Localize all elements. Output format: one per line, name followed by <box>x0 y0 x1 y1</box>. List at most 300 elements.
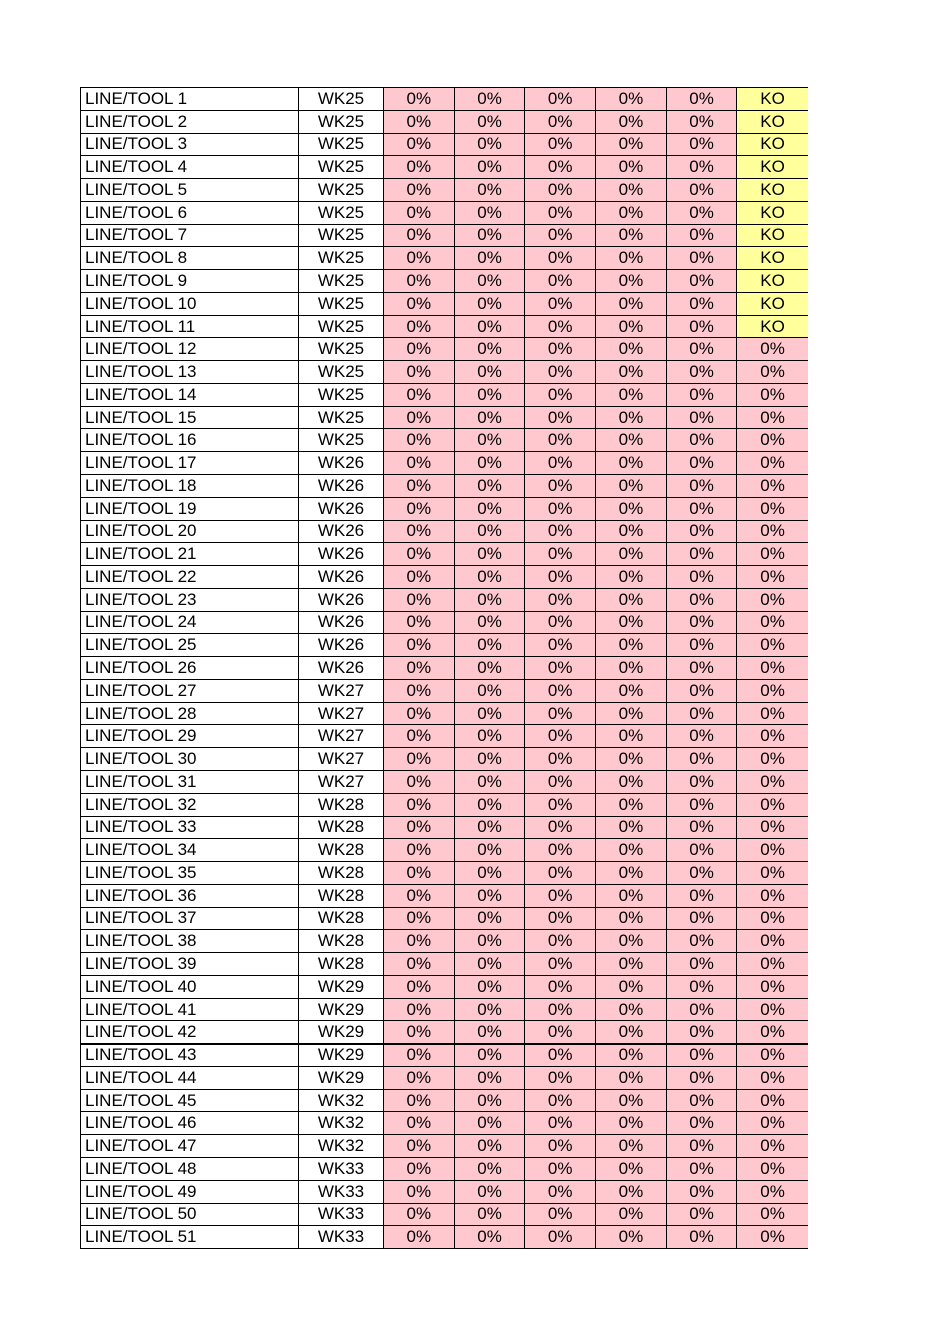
value-cell: 0% <box>525 270 596 293</box>
table-row <box>81 88 808 111</box>
value-cell: 0% <box>737 497 808 520</box>
value-cell: 0% <box>454 1180 525 1203</box>
value-cell: 0% <box>666 315 737 338</box>
value-cell: 0% <box>596 520 667 543</box>
value-cell: 0% <box>454 588 525 611</box>
value-cell: KO <box>737 201 808 224</box>
value-cell: 0% <box>596 1157 667 1180</box>
value-cell: 0% <box>596 907 667 930</box>
table-row <box>81 953 808 976</box>
table-row <box>81 475 808 498</box>
line-tool-cell: LINE/TOOL 34 <box>81 839 299 862</box>
line-tool-cell: LINE/TOOL 11 <box>81 315 299 338</box>
value-cell: 0% <box>454 1226 525 1249</box>
value-cell: 0% <box>596 429 667 452</box>
value-cell: 0% <box>666 1021 737 1044</box>
week-cell: WK25 <box>299 383 384 406</box>
value-cell: 0% <box>454 475 525 498</box>
table-row <box>81 907 808 930</box>
week-cell: WK28 <box>299 816 384 839</box>
value-cell: 0% <box>454 634 525 657</box>
week-cell: WK27 <box>299 725 384 748</box>
line-tool-cell: LINE/TOOL 48 <box>81 1157 299 1180</box>
week-cell: WK26 <box>299 475 384 498</box>
value-cell: 0% <box>737 1112 808 1135</box>
week-cell: WK25 <box>299 110 384 133</box>
line-tool-cell: LINE/TOOL 36 <box>81 884 299 907</box>
value-cell: 0% <box>666 110 737 133</box>
value-cell: 0% <box>525 839 596 862</box>
line-tool-cell: LINE/TOOL 4 <box>81 156 299 179</box>
line-tool-cell: LINE/TOOL 1 <box>81 88 299 111</box>
value-cell: KO <box>737 224 808 247</box>
table-row <box>81 315 808 338</box>
line-tool-cell: LINE/TOOL 37 <box>81 907 299 930</box>
value-cell: 0% <box>666 907 737 930</box>
table-row <box>81 998 808 1021</box>
week-cell: WK25 <box>299 133 384 156</box>
line-tool-cell: LINE/TOOL 45 <box>81 1089 299 1112</box>
value-cell: 0% <box>525 452 596 475</box>
table-row <box>81 862 808 885</box>
value-cell: 0% <box>525 1135 596 1158</box>
value-cell: 0% <box>525 884 596 907</box>
value-cell: 0% <box>596 110 667 133</box>
value-cell: 0% <box>384 1157 455 1180</box>
value-cell: 0% <box>525 361 596 384</box>
week-cell: WK26 <box>299 520 384 543</box>
value-cell: 0% <box>525 1157 596 1180</box>
value-cell: 0% <box>384 588 455 611</box>
value-cell: 0% <box>384 725 455 748</box>
value-cell: 0% <box>737 793 808 816</box>
value-cell: 0% <box>384 1066 455 1089</box>
value-cell: 0% <box>596 247 667 270</box>
value-cell: 0% <box>596 657 667 680</box>
value-cell: 0% <box>737 520 808 543</box>
value-cell: 0% <box>596 634 667 657</box>
table-row <box>81 634 808 657</box>
week-cell: WK26 <box>299 497 384 520</box>
value-cell: 0% <box>666 1180 737 1203</box>
week-cell: WK26 <box>299 543 384 566</box>
value-cell: 0% <box>596 452 667 475</box>
line-tool-cell: LINE/TOOL 30 <box>81 748 299 771</box>
table-row <box>81 156 808 179</box>
value-cell: 0% <box>525 497 596 520</box>
value-cell: 0% <box>525 634 596 657</box>
value-cell: 0% <box>525 816 596 839</box>
value-cell: 0% <box>384 1180 455 1203</box>
week-cell: WK27 <box>299 748 384 771</box>
week-cell: WK26 <box>299 611 384 634</box>
value-cell: 0% <box>596 1044 667 1067</box>
value-cell: 0% <box>666 1044 737 1067</box>
line-tool-cell: LINE/TOOL 31 <box>81 770 299 793</box>
value-cell: 0% <box>596 611 667 634</box>
value-cell: 0% <box>384 907 455 930</box>
value-cell: 0% <box>454 839 525 862</box>
value-cell: 0% <box>737 657 808 680</box>
value-cell: 0% <box>384 930 455 953</box>
value-cell: 0% <box>596 361 667 384</box>
value-cell: 0% <box>596 1203 667 1226</box>
value-cell: 0% <box>384 338 455 361</box>
line-tool-cell: LINE/TOOL 12 <box>81 338 299 361</box>
table-row <box>81 725 808 748</box>
table-row <box>81 1157 808 1180</box>
value-cell: 0% <box>666 998 737 1021</box>
value-cell: 0% <box>454 679 525 702</box>
table-row <box>81 1021 808 1044</box>
week-cell: WK26 <box>299 634 384 657</box>
value-cell: 0% <box>666 406 737 429</box>
value-cell: 0% <box>666 1203 737 1226</box>
value-cell: 0% <box>525 247 596 270</box>
value-cell: 0% <box>525 702 596 725</box>
status-table-body <box>81 88 808 1249</box>
value-cell: 0% <box>384 816 455 839</box>
value-cell: 0% <box>596 315 667 338</box>
value-cell: 0% <box>737 1226 808 1249</box>
value-cell: 0% <box>596 998 667 1021</box>
value-cell: 0% <box>596 975 667 998</box>
value-cell: 0% <box>737 953 808 976</box>
value-cell: 0% <box>384 884 455 907</box>
value-cell: 0% <box>525 679 596 702</box>
value-cell: 0% <box>454 88 525 111</box>
value-cell: 0% <box>666 1066 737 1089</box>
value-cell: 0% <box>525 156 596 179</box>
value-cell: 0% <box>525 179 596 202</box>
value-cell: 0% <box>454 224 525 247</box>
value-cell: 0% <box>384 292 455 315</box>
week-cell: WK25 <box>299 156 384 179</box>
value-cell: 0% <box>454 1044 525 1067</box>
value-cell: 0% <box>454 907 525 930</box>
value-cell: 0% <box>737 611 808 634</box>
week-cell: WK26 <box>299 452 384 475</box>
value-cell: 0% <box>666 1157 737 1180</box>
value-cell: 0% <box>384 406 455 429</box>
value-cell: 0% <box>596 1066 667 1089</box>
value-cell: 0% <box>384 429 455 452</box>
table-row <box>81 133 808 156</box>
value-cell: 0% <box>596 201 667 224</box>
value-cell: KO <box>737 133 808 156</box>
table-row <box>81 839 808 862</box>
value-cell: 0% <box>666 566 737 589</box>
value-cell: 0% <box>666 543 737 566</box>
week-cell: WK25 <box>299 179 384 202</box>
value-cell: 0% <box>525 862 596 885</box>
value-cell: 0% <box>454 133 525 156</box>
value-cell: 0% <box>596 270 667 293</box>
table-row <box>81 110 808 133</box>
value-cell: 0% <box>596 748 667 771</box>
value-cell: 0% <box>384 998 455 1021</box>
value-cell: 0% <box>596 1089 667 1112</box>
week-cell: WK28 <box>299 953 384 976</box>
line-tool-cell: LINE/TOOL 9 <box>81 270 299 293</box>
value-cell: 0% <box>666 179 737 202</box>
table-row <box>81 884 808 907</box>
value-cell: 0% <box>525 133 596 156</box>
value-cell: 0% <box>596 884 667 907</box>
value-cell: 0% <box>525 1226 596 1249</box>
value-cell: 0% <box>737 361 808 384</box>
value-cell: 0% <box>454 998 525 1021</box>
week-cell: WK27 <box>299 679 384 702</box>
value-cell: 0% <box>737 1157 808 1180</box>
value-cell: 0% <box>384 1089 455 1112</box>
value-cell: 0% <box>737 634 808 657</box>
value-cell: 0% <box>737 1180 808 1203</box>
value-cell: 0% <box>525 201 596 224</box>
value-cell: 0% <box>384 770 455 793</box>
value-cell: 0% <box>666 611 737 634</box>
value-cell: 0% <box>384 702 455 725</box>
value-cell: KO <box>737 156 808 179</box>
table-row <box>81 566 808 589</box>
value-cell: 0% <box>454 702 525 725</box>
week-cell: WK28 <box>299 862 384 885</box>
line-tool-cell: LINE/TOOL 10 <box>81 292 299 315</box>
value-cell: 0% <box>384 156 455 179</box>
value-cell: 0% <box>454 748 525 771</box>
value-cell: 0% <box>737 1021 808 1044</box>
week-cell: WK33 <box>299 1180 384 1203</box>
value-cell: 0% <box>454 292 525 315</box>
value-cell: 0% <box>525 1044 596 1067</box>
value-cell: 0% <box>596 679 667 702</box>
value-cell: 0% <box>666 953 737 976</box>
line-tool-cell: LINE/TOOL 32 <box>81 793 299 816</box>
line-tool-cell: LINE/TOOL 2 <box>81 110 299 133</box>
line-tool-cell: LINE/TOOL 18 <box>81 475 299 498</box>
value-cell: 0% <box>454 429 525 452</box>
value-cell: 0% <box>454 611 525 634</box>
value-cell: 0% <box>666 748 737 771</box>
table-row <box>81 247 808 270</box>
week-cell: WK26 <box>299 566 384 589</box>
value-cell: 0% <box>525 292 596 315</box>
week-cell: WK29 <box>299 1044 384 1067</box>
value-cell: 0% <box>525 657 596 680</box>
line-tool-cell: LINE/TOOL 20 <box>81 520 299 543</box>
value-cell: 0% <box>384 793 455 816</box>
table-row <box>81 270 808 293</box>
value-cell: 0% <box>737 1044 808 1067</box>
value-cell: 0% <box>384 179 455 202</box>
line-tool-cell: LINE/TOOL 46 <box>81 1112 299 1135</box>
table-row <box>81 1112 808 1135</box>
value-cell: 0% <box>525 383 596 406</box>
line-tool-cell: LINE/TOOL 19 <box>81 497 299 520</box>
value-cell: 0% <box>384 1203 455 1226</box>
value-cell: 0% <box>454 566 525 589</box>
status-table <box>80 87 808 1249</box>
value-cell: 0% <box>525 1203 596 1226</box>
line-tool-cell: LINE/TOOL 33 <box>81 816 299 839</box>
line-tool-cell: LINE/TOOL 49 <box>81 1180 299 1203</box>
line-tool-cell: LINE/TOOL 39 <box>81 953 299 976</box>
value-cell: 0% <box>737 543 808 566</box>
table-row <box>81 1226 808 1249</box>
value-cell: 0% <box>525 543 596 566</box>
line-tool-cell: LINE/TOOL 13 <box>81 361 299 384</box>
value-cell: 0% <box>525 930 596 953</box>
line-tool-cell: LINE/TOOL 29 <box>81 725 299 748</box>
line-tool-cell: LINE/TOOL 3 <box>81 133 299 156</box>
value-cell: 0% <box>666 1089 737 1112</box>
week-cell: WK29 <box>299 975 384 998</box>
line-tool-cell: LINE/TOOL 21 <box>81 543 299 566</box>
value-cell: 0% <box>454 179 525 202</box>
value-cell: 0% <box>666 156 737 179</box>
value-cell: 0% <box>666 475 737 498</box>
value-cell: 0% <box>525 566 596 589</box>
value-cell: 0% <box>596 1226 667 1249</box>
value-cell: 0% <box>525 793 596 816</box>
week-cell: WK33 <box>299 1157 384 1180</box>
week-cell: WK25 <box>299 201 384 224</box>
week-cell: WK28 <box>299 930 384 953</box>
table-row <box>81 179 808 202</box>
value-cell: 0% <box>454 770 525 793</box>
value-cell: 0% <box>384 566 455 589</box>
value-cell: 0% <box>384 1044 455 1067</box>
line-tool-cell: LINE/TOOL 7 <box>81 224 299 247</box>
value-cell: 0% <box>737 725 808 748</box>
value-cell: 0% <box>454 543 525 566</box>
value-cell: 0% <box>384 1021 455 1044</box>
value-cell: 0% <box>454 657 525 680</box>
table-row <box>81 1089 808 1112</box>
line-tool-cell: LINE/TOOL 44 <box>81 1066 299 1089</box>
value-cell: 0% <box>454 383 525 406</box>
value-cell: 0% <box>737 839 808 862</box>
value-cell: 0% <box>525 110 596 133</box>
value-cell: 0% <box>737 566 808 589</box>
week-cell: WK25 <box>299 88 384 111</box>
line-tool-cell: LINE/TOOL 42 <box>81 1021 299 1044</box>
value-cell: 0% <box>666 884 737 907</box>
value-cell: 0% <box>454 793 525 816</box>
value-cell: 0% <box>596 543 667 566</box>
value-cell: 0% <box>737 702 808 725</box>
value-cell: 0% <box>454 1066 525 1089</box>
value-cell: 0% <box>454 338 525 361</box>
value-cell: 0% <box>454 953 525 976</box>
line-tool-cell: LINE/TOOL 5 <box>81 179 299 202</box>
value-cell: 0% <box>384 839 455 862</box>
table-row <box>81 975 808 998</box>
table-row <box>81 657 808 680</box>
value-cell: 0% <box>737 1066 808 1089</box>
line-tool-cell: LINE/TOOL 15 <box>81 406 299 429</box>
value-cell: 0% <box>384 1226 455 1249</box>
value-cell: 0% <box>525 338 596 361</box>
value-cell: 0% <box>596 475 667 498</box>
value-cell: 0% <box>737 679 808 702</box>
value-cell: 0% <box>525 1066 596 1089</box>
week-cell: WK33 <box>299 1203 384 1226</box>
line-tool-cell: LINE/TOOL 6 <box>81 201 299 224</box>
line-tool-cell: LINE/TOOL 26 <box>81 657 299 680</box>
table-row <box>81 748 808 771</box>
value-cell: 0% <box>384 315 455 338</box>
value-cell: 0% <box>384 611 455 634</box>
value-cell: 0% <box>666 657 737 680</box>
value-cell: 0% <box>596 1112 667 1135</box>
value-cell: 0% <box>525 406 596 429</box>
value-cell: 0% <box>384 88 455 111</box>
line-tool-cell: LINE/TOOL 35 <box>81 862 299 885</box>
value-cell: 0% <box>737 475 808 498</box>
value-cell: 0% <box>666 452 737 475</box>
value-cell: 0% <box>737 998 808 1021</box>
value-cell: 0% <box>666 429 737 452</box>
value-cell: 0% <box>384 247 455 270</box>
value-cell: 0% <box>737 930 808 953</box>
line-tool-cell: LINE/TOOL 28 <box>81 702 299 725</box>
value-cell: 0% <box>454 1021 525 1044</box>
value-cell: 0% <box>596 588 667 611</box>
value-cell: 0% <box>596 953 667 976</box>
week-cell: WK25 <box>299 224 384 247</box>
table-row <box>81 497 808 520</box>
value-cell: 0% <box>596 566 667 589</box>
line-tool-cell: LINE/TOOL 24 <box>81 611 299 634</box>
value-cell: 0% <box>666 1135 737 1158</box>
value-cell: 0% <box>596 816 667 839</box>
value-cell: 0% <box>454 975 525 998</box>
value-cell: 0% <box>666 770 737 793</box>
line-tool-cell: LINE/TOOL 40 <box>81 975 299 998</box>
line-tool-cell: LINE/TOOL 22 <box>81 566 299 589</box>
value-cell: 0% <box>384 383 455 406</box>
table-row <box>81 292 808 315</box>
value-cell: 0% <box>454 247 525 270</box>
table-row <box>81 543 808 566</box>
value-cell: 0% <box>737 748 808 771</box>
week-cell: WK25 <box>299 406 384 429</box>
week-cell: WK26 <box>299 657 384 680</box>
value-cell: 0% <box>596 338 667 361</box>
value-cell: 0% <box>384 1135 455 1158</box>
value-cell: 0% <box>454 930 525 953</box>
value-cell: 0% <box>666 520 737 543</box>
value-cell: 0% <box>666 383 737 406</box>
value-cell: 0% <box>737 1203 808 1226</box>
week-cell: WK28 <box>299 884 384 907</box>
value-cell: 0% <box>596 292 667 315</box>
line-tool-cell: LINE/TOOL 38 <box>81 930 299 953</box>
value-cell: 0% <box>525 998 596 1021</box>
table-row <box>81 1180 808 1203</box>
week-cell: WK29 <box>299 998 384 1021</box>
value-cell: 0% <box>525 725 596 748</box>
value-cell: 0% <box>525 748 596 771</box>
value-cell: 0% <box>384 270 455 293</box>
line-tool-cell: LINE/TOOL 27 <box>81 679 299 702</box>
value-cell: 0% <box>454 1089 525 1112</box>
value-cell: 0% <box>596 862 667 885</box>
value-cell: 0% <box>525 475 596 498</box>
value-cell: 0% <box>384 953 455 976</box>
value-cell: 0% <box>596 1180 667 1203</box>
